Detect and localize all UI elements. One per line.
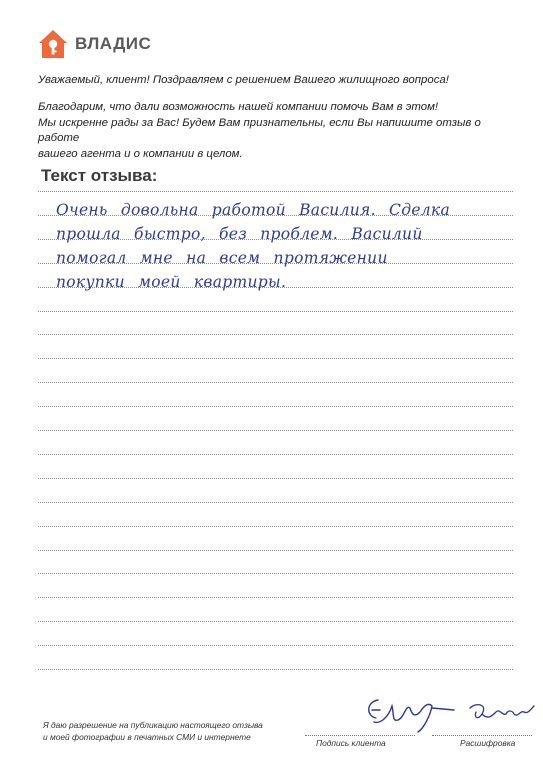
- ruled-line: [38, 191, 513, 192]
- ruled-line: [38, 621, 513, 622]
- ruled-line: [38, 358, 513, 359]
- handwritten-line: помогал мне на всем протяжении: [56, 249, 388, 267]
- handwritten-line: Очень довольна работой Василия. Сделка: [56, 201, 451, 219]
- ruled-line: [38, 334, 513, 335]
- greeting-text: [38, 73, 518, 89]
- ruled-line: [38, 526, 513, 527]
- ruled-line: [38, 478, 513, 479]
- ruled-line: [38, 502, 513, 503]
- intro-body: [38, 100, 518, 162]
- ruled-line: [38, 669, 513, 670]
- review-title: Текст отзыва:: [41, 166, 158, 185]
- ruled-line: [38, 406, 513, 407]
- consent-text: [43, 719, 293, 743]
- handwritten-line: прошла быстро, без проблем. Василий: [56, 225, 423, 243]
- brand-name: ВЛАДИС: [75, 34, 152, 53]
- client-signature: [358, 688, 538, 736]
- ruled-line: [38, 382, 513, 383]
- intro-line: Благодарим, что дали возможность нашей компании помочь Вам в этом!: [38, 101, 439, 113]
- greeting-line: Уважаемый, клиент! Поздравляем с решением Вашего жилищного вопроса!: [38, 74, 449, 86]
- ruled-line: [38, 597, 513, 598]
- signature-line: [305, 735, 415, 736]
- handwritten-line: покупки моей квартиры.: [56, 273, 287, 291]
- ruled-line: [38, 573, 513, 574]
- brand-logo: [38, 29, 151, 59]
- ruled-line: [38, 550, 513, 551]
- intro-line: Мы искренне рады за Вас! Будем Вам признательны, если Вы напишите отзыв о работе: [38, 116, 481, 145]
- consent-line: Я даю разрешение на публикацию настоящего отзыва: [43, 720, 263, 730]
- house-key-icon: [38, 29, 68, 59]
- decryption-caption: Расшифровка: [460, 738, 516, 748]
- ruled-line: [38, 454, 513, 455]
- decryption-line: [432, 735, 532, 736]
- ruled-line: [38, 311, 513, 312]
- consent-line: и моей фотографии в печатных СМИ и интернете: [43, 732, 251, 742]
- intro-line: вашего агента и о компании в целом.: [38, 147, 243, 160]
- ruled-line: [38, 645, 513, 646]
- signature-caption: Подпись клиента: [316, 738, 386, 748]
- ruled-line: [38, 430, 513, 431]
